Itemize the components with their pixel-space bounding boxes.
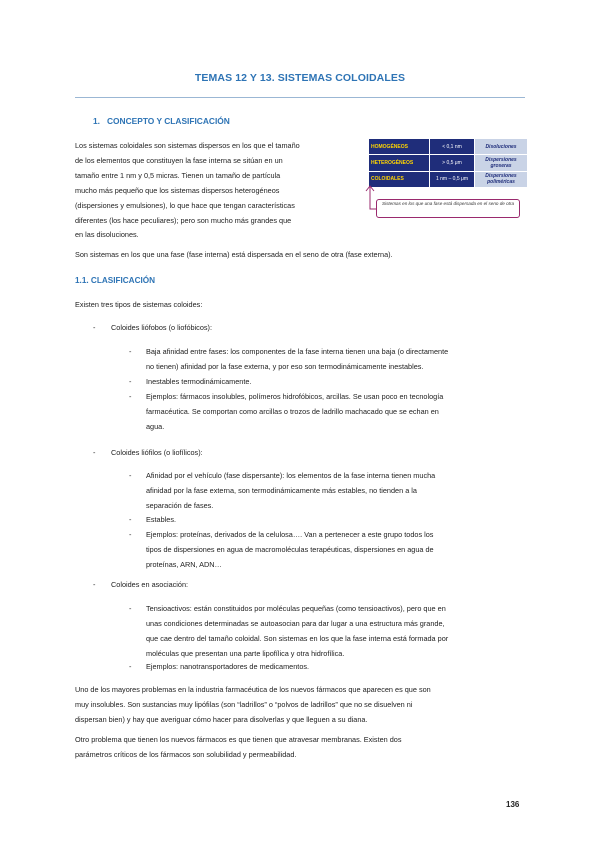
figure-cell-name: HOMOGÉNEOS xyxy=(369,139,430,155)
dash-bullet: - xyxy=(129,530,132,539)
page-number: 136 xyxy=(506,800,520,809)
dash-bullet: - xyxy=(129,377,132,386)
text-line: parámetros críticos de los fármacos son solubilidad y permeabilidad. xyxy=(75,749,297,759)
text-line: Ejemplos: fármacos insolubles, polímeros hidrofóbicos, arcillas. Se usan poco en tecnología xyxy=(146,392,444,401)
list-item xyxy=(146,602,528,662)
figure-cell-type: Dispersiones poliméricas xyxy=(475,171,528,187)
figure-cell-size: > 0,5 μm xyxy=(430,155,475,171)
closing-paragraph-1 xyxy=(75,683,528,728)
text-line: en las disoluciones. xyxy=(75,230,139,240)
text-line: tipos de dispersiones en agua de macromoléculas terapéuticas, dispersiones en agua de xyxy=(146,544,434,554)
section-number: 1. xyxy=(93,116,100,126)
figure-cell-size: 1 nm – 0,5 μm xyxy=(430,171,475,187)
text-line: unas condiciones determinadas se autoasocian para dar lugar a una estructura más grande, xyxy=(146,618,445,628)
figure-cell-type: Dispersiones groseras xyxy=(475,155,528,171)
text-line: farmacéutica. Se comportan como arcillas o trozos de ladrillo machacado que se echan en xyxy=(146,406,439,416)
intro-paragraph xyxy=(75,139,355,243)
list-item xyxy=(146,390,528,435)
section-heading xyxy=(93,116,230,126)
dash-bullet: - xyxy=(129,515,132,524)
page-title: TEMAS 12 Y 13. SISTEMAS COLOIDALES xyxy=(194,72,406,84)
dash-bullet: - xyxy=(93,580,96,589)
figure-row xyxy=(369,155,528,171)
text-line: Uno de los mayores problemas en la industria farmacéutica de los nuevos fármacos que aparecen es que son xyxy=(75,685,431,694)
section-title: CONCEPTO Y CLASIFICACIÓN xyxy=(106,116,230,126)
dash-bullet: - xyxy=(93,448,96,457)
figure-cell-name: COLOIDALES xyxy=(369,171,430,187)
group-label: Coloides liófobos (o liofóbicos): xyxy=(111,323,212,332)
types-intro: Existen tres tipos de sistemas coloides: xyxy=(75,300,203,309)
list-item xyxy=(146,513,528,528)
text-line: proteínas, ARN, ADN… xyxy=(146,559,222,569)
text-line: mucho más pequeño que los sistemas dispersos heterogéneos xyxy=(75,185,280,195)
figure-callout: Sistemas en los que una fase está dispersada en el seno de otra xyxy=(376,199,520,218)
dash-bullet: - xyxy=(93,323,96,332)
text-line: Afinidad por el vehículo (fase dispersante): los elementos de la fase interna tienen mucha xyxy=(146,471,436,480)
text-line: afinidad por la fase externa, son termodinámicamente más estables, no tienden a la xyxy=(146,485,417,495)
text-line: dispersan bien) y hay que averiguar cómo hacer para disolverlas y que lleguen a su diana. xyxy=(75,714,368,724)
text-line: que cae dentro del tamaño coloidal. Son sistemas en los que la fase interna está formada por xyxy=(146,633,449,643)
figure-cell-size: < 0,1 nm xyxy=(430,139,475,155)
title-divider xyxy=(75,97,525,98)
text-line: Estables. xyxy=(146,515,177,524)
text-line: Inestables termodinámicamente. xyxy=(146,377,252,386)
text-line: Los sistemas coloidales son sistemas dispersos en los que el tamaño xyxy=(75,141,300,150)
list-item xyxy=(146,528,528,573)
text-line: separación de fases. xyxy=(146,500,214,510)
summary-paragraph: Son sistemas en los que una fase (fase interna) está dispersada en el seno de otra (fase externa). xyxy=(75,250,393,259)
text-line: diferentes (los hace peculiares); pero son mucho más grandes que xyxy=(75,215,292,225)
classification-figure xyxy=(368,138,528,188)
text-line: Otro problema que tienen los nuevos fármacos es que tienen que atravesar membranas. Existen dos xyxy=(75,735,402,744)
figure-row xyxy=(369,171,528,187)
text-line: Ejemplos: nanotransportadores de medicamentos. xyxy=(146,662,310,671)
list-item xyxy=(146,660,528,675)
text-line: agua. xyxy=(146,421,165,431)
dash-bullet: - xyxy=(129,662,132,671)
dash-bullet: - xyxy=(129,471,132,480)
text-line: (dispersiones y emulsiones), lo que hace que tengan características xyxy=(75,200,295,210)
figure-row xyxy=(369,139,528,155)
text-line: no tienen) afinidad por la fase externa, y por eso son termodinámicamente inestables. xyxy=(146,361,424,371)
text-line: Baja afinidad entre fases: los componentes de la fase interna tienen una baja (o directamente xyxy=(146,347,449,356)
dash-bullet: - xyxy=(129,347,132,356)
group-label: Coloides liófilos (o liofílicos): xyxy=(111,448,203,457)
list-item xyxy=(146,345,528,375)
dash-bullet: - xyxy=(129,604,132,613)
text-line: Ejemplos: proteínas, derivados de la celulosa…. Van a pertenecer a este grupo todos los xyxy=(146,530,434,539)
text-line: de los elementos que constituyen la fase interna se sitúan en un xyxy=(75,155,283,165)
text-line: moléculas que presentan una parte lipofílica y otra hidrofílica. xyxy=(146,648,345,658)
group-label: Coloides en asociación: xyxy=(111,580,189,589)
list-item xyxy=(146,375,528,390)
figure-cell-name: HETEROGÉNEOS xyxy=(369,155,430,171)
subsection-heading: 1.1. CLASIFICACIÓN xyxy=(75,276,156,285)
list-item xyxy=(146,469,528,514)
text-line: tamaño entre 1 nm y 0,5 micras. Tienen un tamaño de partícula xyxy=(75,170,281,180)
text-line: muy insolubles. Son sustancias muy lipófilas (son “ladrillos” o “polvos de ladrillos” que no se disuelven ni xyxy=(75,699,413,709)
figure-cell-type: Disoluciones xyxy=(475,139,528,155)
text-line: Tensioactivos: están constituidos por moléculas pequeñas (como tensioactivos), pero que en xyxy=(146,604,446,613)
closing-paragraph-2 xyxy=(75,733,528,763)
dash-bullet: - xyxy=(129,392,132,401)
